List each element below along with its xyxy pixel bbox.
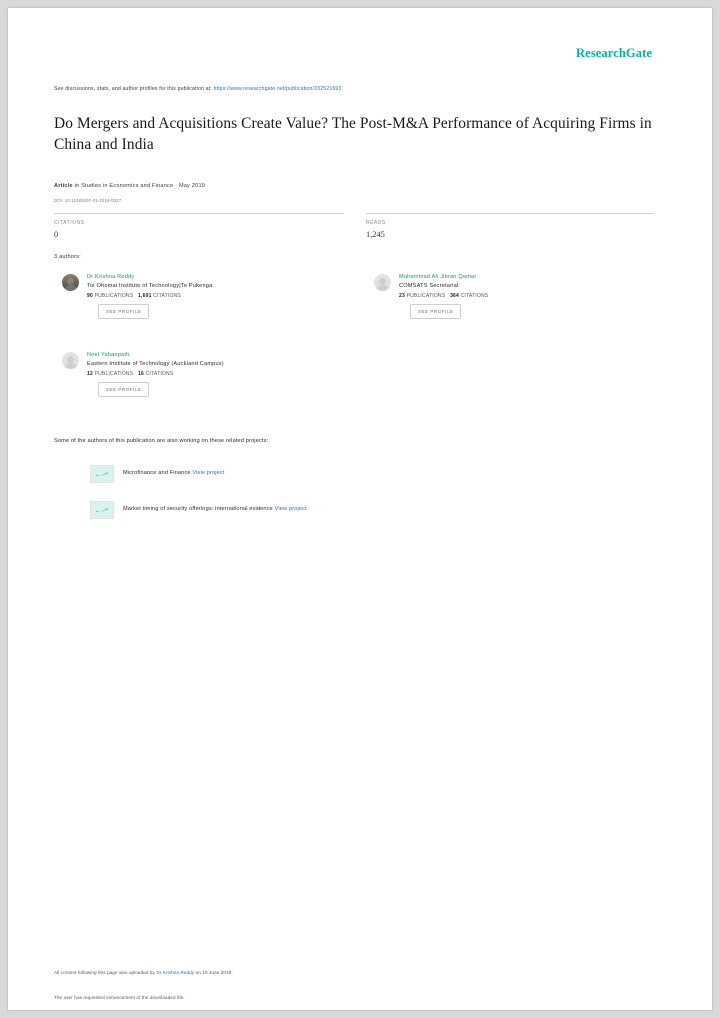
author-affiliation: Eastern Institute of Technology (Auckland Campus)	[87, 361, 224, 367]
see-profile-button[interactable]: SEE PROFILE	[410, 304, 461, 319]
researchgate-logo[interactable]: ResearchGate	[576, 46, 652, 60]
avatar-body-icon	[64, 285, 78, 291]
reads-value: 1,245	[366, 230, 385, 239]
project-thumbnail-icon	[90, 501, 114, 519]
avatar	[62, 352, 79, 369]
article-meta	[54, 183, 205, 189]
project-title: Market timing of security offerings: international evidence	[123, 505, 273, 512]
project-thumbnail-icon	[90, 465, 114, 483]
view-project-link[interactable]: View project	[192, 469, 225, 476]
article-type: Article	[54, 183, 73, 189]
author-citations-label: CITATIONS	[153, 293, 181, 299]
doi-line: DOI: 10.1108/SEF-01-2019-0027	[54, 198, 122, 203]
citations-value: 0	[54, 230, 59, 239]
avatar	[374, 274, 391, 291]
document-page	[8, 8, 712, 1010]
project-title: Microfinance and Finance	[123, 469, 191, 476]
author-stats	[399, 293, 488, 299]
author-publications-label: PUBLICATIONS	[94, 371, 134, 377]
project-label	[123, 470, 225, 476]
see-profile-button[interactable]: SEE PROFILE	[98, 382, 149, 397]
avatar-head-icon	[67, 278, 74, 285]
author-publications-count: 23	[399, 293, 405, 299]
upload-note-suffix: on 19 June 2019.	[195, 970, 233, 975]
uploader-link[interactable]: Dr Krishna Reddy	[156, 970, 195, 975]
avatar-body-icon	[376, 285, 390, 291]
upload-note	[54, 970, 233, 975]
author-affiliation: Toi Ohomai Institute of Technology|Te Pukenga	[87, 283, 213, 289]
reads-label: READS	[366, 220, 386, 226]
author-publications-count: 90	[87, 293, 93, 299]
author-publications-count: 12	[87, 371, 93, 377]
projects-intro: Some of the authors of this publication are also working on these related projects:	[54, 438, 269, 444]
authors-heading: 3 authors:	[54, 254, 81, 260]
journal-name: Studies in Economics and Finance	[81, 183, 174, 189]
discussion-prefix: See discussions, stats, and author profiles for this publication at:	[54, 86, 212, 92]
author-citations-label: CITATIONS	[460, 293, 489, 299]
author-citations-count: 1,691	[138, 293, 152, 299]
avatar-head-icon	[67, 356, 74, 363]
author-name[interactable]: Dr Krishna Reddy	[87, 274, 135, 280]
author-citations-count: 16	[138, 371, 145, 377]
avatar-body-icon	[64, 363, 78, 369]
project-label	[123, 506, 307, 512]
divider-left	[54, 213, 344, 214]
project-chart-icon	[96, 472, 108, 476]
page-content	[54, 8, 654, 1010]
author-name[interactable]: Muhammad Ali Jibran Qamar	[399, 274, 477, 280]
project-chart-icon	[96, 508, 108, 512]
page-title: Do Mergers and Acquisitions Create Value? The Post-M&A Performance of Acquiring Firms in China and India	[54, 115, 652, 153]
article-in: in	[74, 183, 80, 189]
enhancement-note: The user has requested enhancement of the downloaded file.	[54, 995, 185, 1000]
project-item	[90, 465, 610, 485]
view-project-link[interactable]: View project	[274, 505, 307, 512]
citations-label: CITATIONS	[54, 220, 85, 226]
author-stats	[87, 293, 181, 299]
author-name[interactable]: Noel Yahanpath	[87, 352, 130, 358]
author-citations-label: CITATIONS	[145, 371, 174, 377]
author-stats	[87, 371, 173, 377]
author-publications-label: PUBLICATIONS	[94, 293, 134, 299]
upload-note-prefix: All content following this page was uploaded by	[54, 970, 155, 975]
avatar-head-icon	[379, 278, 386, 285]
author-affiliation: COMSATS Secretariat	[399, 283, 459, 289]
discussion-line	[54, 86, 341, 92]
see-profile-button[interactable]: SEE PROFILE	[98, 304, 149, 319]
publication-link[interactable]: https://www.researchgate.net/publication/332521693	[213, 86, 342, 92]
avatar	[62, 274, 79, 291]
author-publications-label: PUBLICATIONS	[406, 293, 446, 299]
divider-right	[366, 213, 654, 214]
author-citations-count: 364	[450, 293, 460, 299]
meta-separator: ·	[175, 183, 178, 189]
project-item	[90, 501, 610, 521]
publication-date: May 2019	[178, 183, 206, 189]
